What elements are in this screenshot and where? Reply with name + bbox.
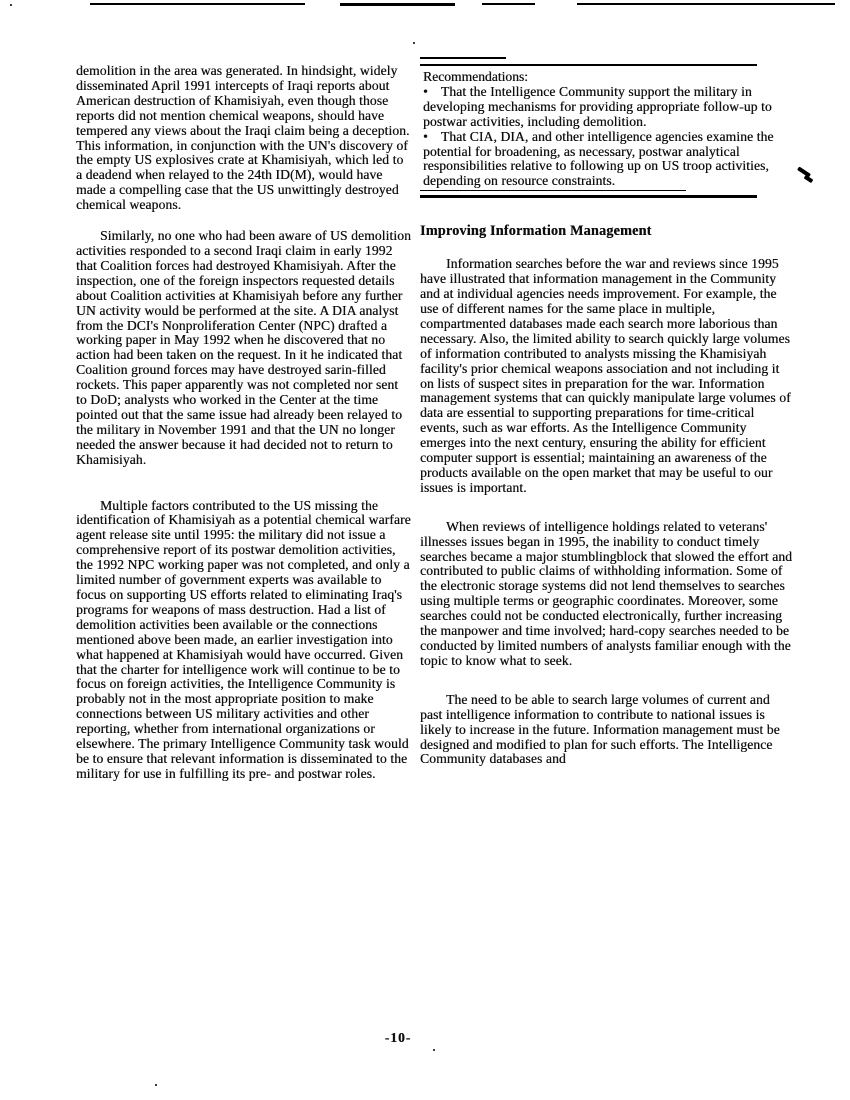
scan-speck [10, 4, 12, 6]
box-rule-underline [420, 190, 686, 191]
scan-artifact-line [90, 3, 305, 5]
recommendation-text: That CIA, DIA, and other intelligence agencies examine the potential for broadening, as necessary, postwar analytical responsibilities relative to following up on US troop activities, depending on resource constraints. [423, 128, 774, 189]
recommendation-item [423, 130, 794, 190]
scan-artifact-line [482, 3, 535, 5]
right-column [420, 60, 794, 783]
scan-speck [155, 1084, 157, 1086]
scan-artifact-line [577, 3, 835, 5]
left-column [76, 64, 412, 798]
bullet-icon: • [423, 128, 428, 144]
scan-artifact-mark [804, 175, 814, 183]
scan-speck [413, 42, 415, 44]
body-paragraph: demolition in the area was generated. In hindsight, widely disseminated April 1991 intercepts of Iraqi reports about American destruction of Khamisiyah, even though those reports did not mention chemical weapons, should have tempered any views about the Iraqi claim being a deception. This information, in conjunction with the UN's discovery of the empty US explosives crate at Khamisiyah, which led to a deadend when relayed to the 24th ID(M), would have made a compelling case that the US unwittingly destroyed chemical weapons. [76, 63, 410, 213]
scan-speck [433, 1049, 435, 1051]
recommendation-item [423, 85, 794, 130]
box-rule-top-short [420, 57, 506, 59]
body-paragraph: Information searches before the war and reviews since 1995 have illustrated that information management in the Community and at individual agencies needs improvement. For example, the use of different names for the same place in multiple, compartmented databases made each search more laborious than necessary. Also, the limited ability to search quickly large volumes of information contributed to analysts missing the Khamisiyah facility's prior chemical weapons association and not including it on lists of suspect sites in preparation for the war. Information management systems that can quickly manipulate large volumes of data are essential to supporting preparations for time-critical events, such as war efforts. As the Intelligence Community emerges into the next century, ensuring the ability for efficient computer support is essential; maintaining an awareness of the products available on the open market that may be useful to our issues is important. [420, 256, 791, 495]
body-paragraph: Multiple factors contributed to the US missing the identification of Khamisiyah as a potential chemical warfare agent release site until 1995: the military did not issue a comprehensive report of its postwar demolition activities, the 1992 NPC working paper was not completed, and only a limited number of government experts was available to focus on supporting US efforts related to eliminating Iraq's programs for weapons of mass destruction. Had a list of demolition activities been available or the connections mentioned above been made, an earlier investigation into what happened at Khamisiyah would have occurred. Given that the charter for intelligence work will continue to be to focus on foreign activities, the Intelligence Community is probably not in the most appropriate position to make connections between US military activities and other reporting, whether from international organizations or elsewhere. The primary Intelligence Community task would be to ensure that relevant information is disseminated to the military for use in fulfilling its pre- and postwar roles. [76, 497, 411, 781]
recommendations-title: Recommendations: [423, 69, 528, 84]
page-number: -10- [384, 1030, 412, 1045]
scan-artifact-line [340, 3, 455, 6]
box-rule-bottom [420, 195, 757, 198]
box-rule-top [420, 64, 757, 66]
recommendation-text: That the Intelligence Community support the military in developing mechanisms for providing appropriate follow-up to postwar activities, including demolition. [423, 83, 772, 129]
body-paragraph: The need to be able to search large volumes of current and past intelligence information to contribute to national issues is likely to increase in the future. Information management must be designed and modified to plan for such efforts. The Intelligence Community databases and [420, 691, 780, 767]
body-paragraph: Similarly, no one who had been aware of US demolition activities responded to a second Iraqi claim in early 1992 that Coalition forces had destroyed Khamisiyah. After the inspection, one of the foreign inspectors requested details about Coalition activities at Khamisiyah before any further UN activity would be performed at the site. A DIA analyst from the DCI's Nonproliferation Center (NPC) drafted a working paper in May 1992 when he discovered that no action had been taken on the request. In it he indicated that Coalition ground forces may have destroyed sarin-filled rockets. This paper apparently was not completed nor sent to DoD; analysts who worked in the Center at the time pointed out that the same issue had already been relayed to the military in November 1991 and that the UN no longer needed the answer because it had decided not to return to Khamisiyah. [76, 228, 411, 467]
bullet-icon: • [423, 83, 428, 99]
body-paragraph: When reviews of intelligence holdings related to veterans' illnesses issues began in 1995, the inability to conduct timely searches became a major stumblingblock that slowed the effort and contributed to public claims of withholding information. Some of the electronic storage systems did not lend themselves to searches using multiple terms or geographic coordinates. Moreover, some searches could not be conducted electronically, further increasing the manpower and time involved; hard-copy searches needed to be conducted by limited numbers of analysts familiar enough with the topic to know what to seek. [420, 518, 793, 668]
recommendations-box [420, 64, 794, 198]
section-heading: Improving Information Management [420, 223, 652, 240]
